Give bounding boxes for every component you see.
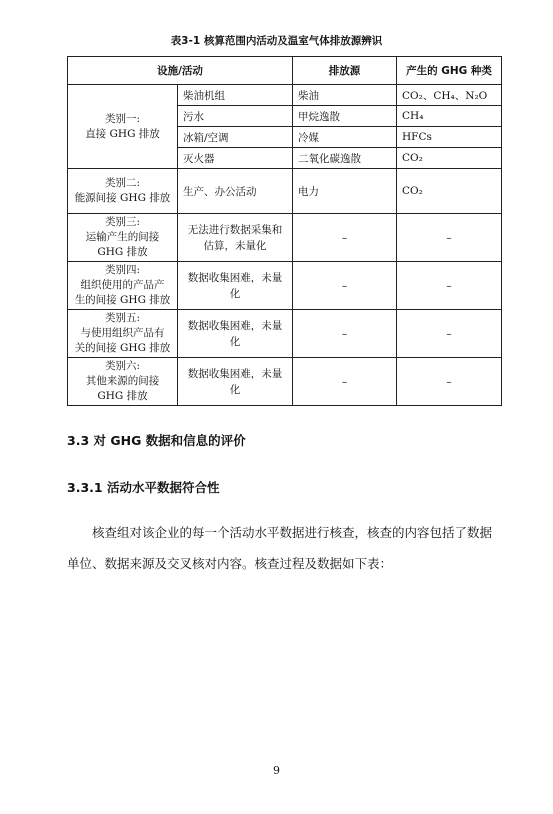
body-paragraph: 核查组对该企业的每一个活动水平数据进行核查，核查的内容包括了数据单位、数据来源及交叉核对内容。核查过程及数据如下表： [67, 525, 493, 571]
facility-cell: 生产、办公活动 [178, 169, 293, 214]
gas-cell: – [397, 358, 502, 406]
source-cell: – [293, 310, 397, 358]
header-gas: 产生的 GHG 种类 [397, 57, 502, 85]
category-cell: 类别六: 其他来源的间接 GHG 排放 [68, 358, 178, 406]
gas-cell: – [397, 310, 502, 358]
facility-cell: 冰箱/空调 [178, 127, 293, 148]
facility-cell: 柴油机组 [178, 85, 293, 106]
table-row [68, 169, 502, 214]
gas-cell: CO₂ [397, 148, 502, 169]
source-cell: – [293, 358, 397, 406]
facility-cell: 数据收集困难，未量化 [178, 262, 293, 310]
table-row [68, 85, 502, 106]
source-cell: 电力 [293, 169, 397, 214]
category-cell: 类别四: 组织使用的产品产 生的间接 GHG 排放 [68, 262, 178, 310]
source-cell: – [293, 214, 397, 262]
facility-cell: 数据收集困难，未量化 [178, 310, 293, 358]
header-facility: 设施/活动 [68, 57, 293, 85]
emission-source-table [67, 56, 502, 406]
section-heading: 3.3 对 GHG 数据和信息的评价 [67, 433, 246, 448]
gas-cell: HFCs [397, 127, 502, 148]
facility-cell: 无法进行数据采集和估算，未量化 [178, 214, 293, 262]
source-cell: 冷媒 [293, 127, 397, 148]
source-cell: – [293, 262, 397, 310]
gas-cell: CO₂、CH₄、N₂O [397, 85, 502, 106]
gas-cell: – [397, 214, 502, 262]
source-cell: 二氧化碳逸散 [293, 148, 397, 169]
table-caption: 表3-1 核算范围内活动及温室气体排放源辨识 [170, 35, 383, 47]
table-row [68, 214, 502, 262]
facility-cell: 灭火器 [178, 148, 293, 169]
facility-cell: 污水 [178, 106, 293, 127]
table-header-row [68, 57, 502, 85]
gas-cell: CO₂ [397, 169, 502, 214]
category-cell: 类别五: 与使用组织产品有 关的间接 GHG 排放 [68, 310, 178, 358]
subsection-heading: 3.3.1 活动水平数据符合性 [67, 480, 220, 495]
facility-cell: 数据收集困难，未量化 [178, 358, 293, 406]
table-row [68, 262, 502, 310]
table-row [68, 358, 502, 406]
source-cell: 甲烷逸散 [293, 106, 397, 127]
gas-cell: CH₄ [397, 106, 502, 127]
page-number: 9 [273, 764, 280, 777]
gas-cell: – [397, 262, 502, 310]
category-cell: 类别一: 直接 GHG 排放 [68, 85, 178, 169]
category-cell: 类别三: 运输产生的间接 GHG 排放 [68, 214, 178, 262]
source-cell: 柴油 [293, 85, 397, 106]
header-source: 排放源 [293, 57, 397, 85]
table-row [68, 310, 502, 358]
category-cell: 类别二: 能源间接 GHG 排放 [68, 169, 178, 214]
